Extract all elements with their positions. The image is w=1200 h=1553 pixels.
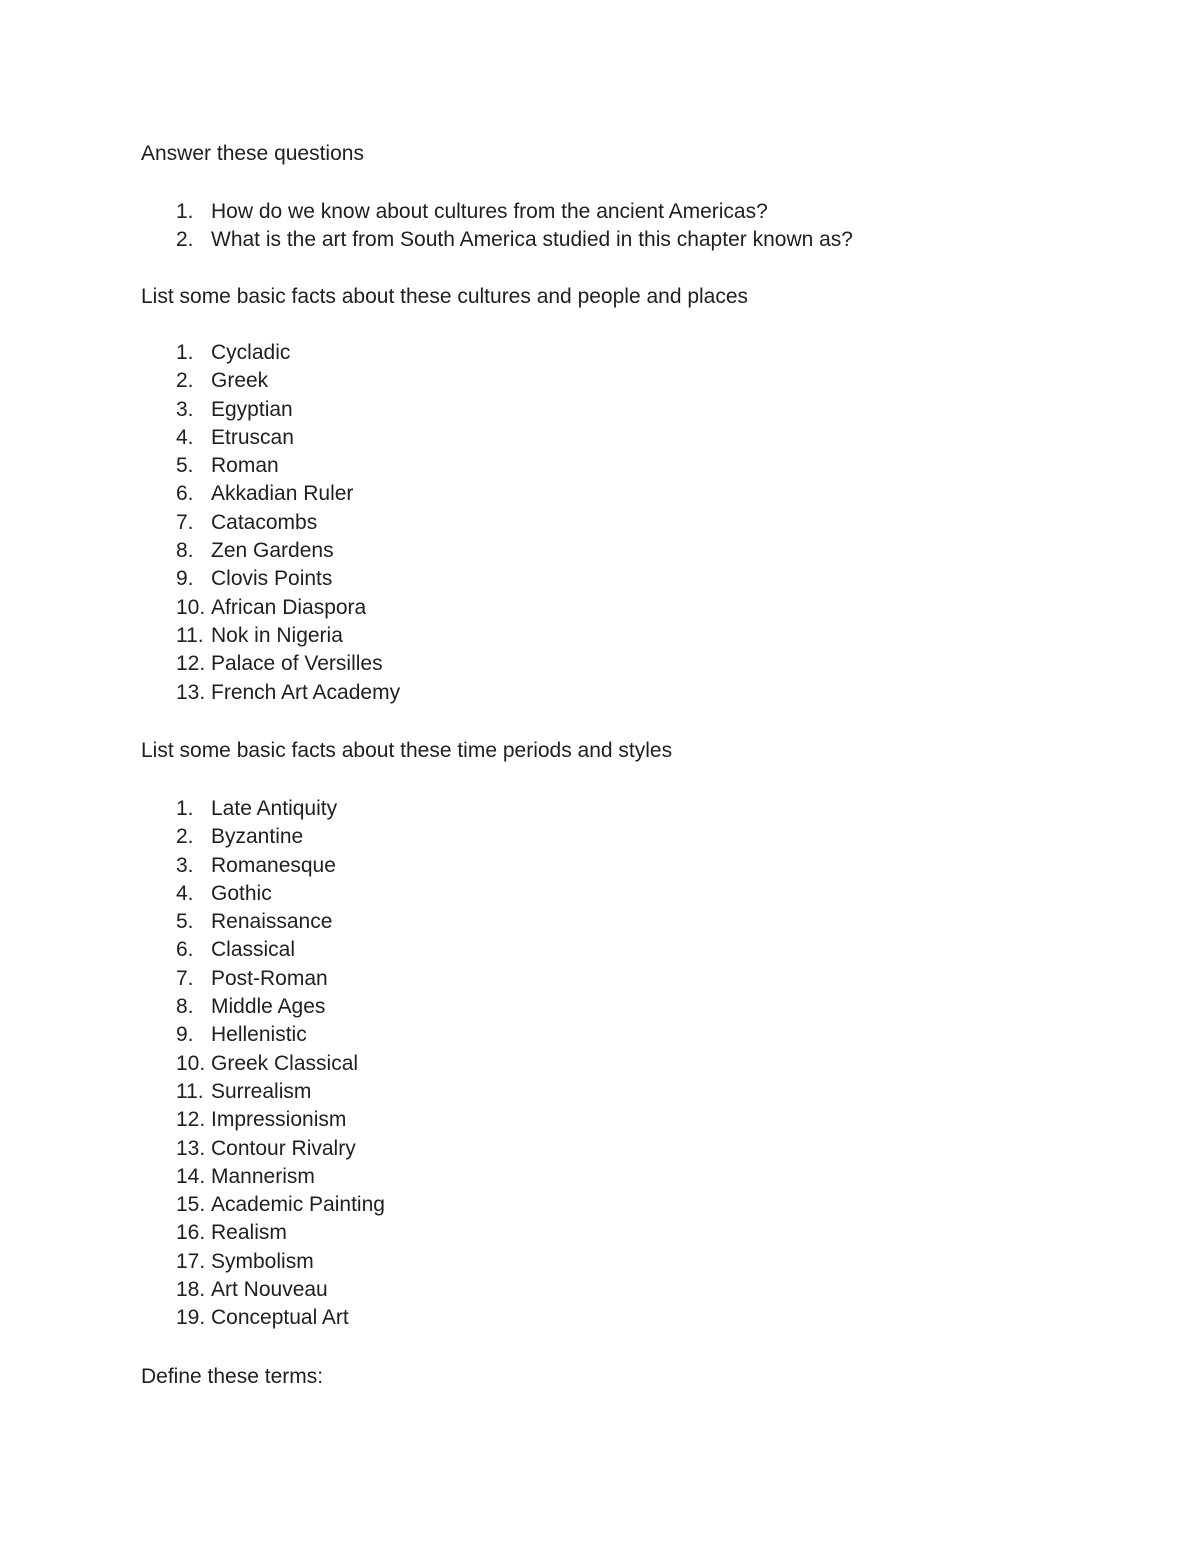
list-item-text: African Diaspora [211,595,367,619]
list-item-text: Roman [211,454,279,478]
list-item-number: 13. [176,1136,206,1160]
list-item-text: French Art Academy [211,680,401,704]
list-item-number: 14. [176,1164,206,1188]
list-item-text: How do we know about cultures from the ancient Americas? [211,200,768,223]
list-item-number: 18. [176,1278,206,1302]
list-item-number: 12. [176,652,206,676]
list-item-number: 11. [176,1079,204,1103]
list-item-text: Symbolism [211,1249,314,1273]
list-item-number: 1. [176,341,194,364]
list-item-text: Middle Ages [211,995,326,1019]
list-item-text: Byzantine [211,825,304,849]
list-item-text: Conceptual Art [211,1306,349,1330]
list-item-number: 5. [176,454,194,478]
list-item-number: 16. [176,1221,206,1245]
list-item-text: Surrealism [211,1079,312,1103]
list-item-text: Academic Painting [211,1193,385,1217]
list-item-text: Renaissance [211,910,333,934]
list-item-number: 19. [176,1306,206,1330]
list-item-number: 10. [176,1051,206,1075]
list-item-number: 10. [176,595,206,619]
list-item-number: 17. [176,1249,206,1273]
list-item-number: 3. [176,397,194,421]
list-item-number: 2. [176,228,194,252]
list-item-text: Greek [211,369,269,393]
list-item-number: 4. [176,425,194,449]
list-item-number: 9. [176,1023,194,1047]
list-item-number: 7. [176,966,194,990]
list-item-number: 13. [176,680,206,704]
list-item-number: 7. [176,510,194,534]
list-item-number: 2. [176,369,194,393]
section-heading-periods: List some basic facts about these time periods and styles [141,739,673,762]
section-heading-terms: Define these terms: [141,1365,324,1388]
list-item-text: Catacombs [211,510,318,534]
list-item-text: Contour Rivalry [211,1136,356,1160]
list-item-text: Late Antiquity [211,797,338,820]
list-item-number: 9. [176,567,194,591]
list-item-text: Impressionism [211,1108,347,1132]
list-item-text: Post-Roman [211,966,328,990]
list-item-text: Realism [211,1221,287,1245]
list-item-text: Mannerism [211,1164,315,1188]
list-item-number: 12. [176,1108,206,1132]
list-item-text: Greek Classical [211,1051,359,1075]
list-item-number: 6. [176,938,194,962]
list-item-text: Zen Gardens [211,539,334,563]
list-item-number: 8. [176,539,194,563]
list-item-text: Gothic [211,881,272,905]
list-item-text: Classical [211,938,296,962]
list-item-number: 4. [176,881,194,905]
list-item-text: Akkadian Ruler [211,482,354,506]
list-item-number: 8. [176,995,194,1019]
list-item-text: Clovis Points [211,567,333,591]
list-item-text: Romanesque [211,853,336,877]
list-item-number: 1. [176,797,194,820]
list-item-text: Art Nouveau [211,1278,328,1302]
list-item-text: What is the art from South America studied in this chapter known as? [211,228,853,252]
list-item-number: 6. [176,482,194,506]
list-item-text: Palace of Versilles [211,652,383,676]
list-item-number: 11. [176,623,204,647]
list-item-number: 15. [176,1193,206,1217]
list-item-text: Egyptian [211,397,293,421]
list-item-number: 5. [176,910,194,934]
list-item-text: Cycladic [211,341,291,364]
list-item-number: 2. [176,825,194,849]
section-heading-questions: Answer these questions [141,142,364,165]
list-item-number: 3. [176,853,194,877]
list-item-text: Etruscan [211,425,294,449]
list-item-number: 1. [176,200,194,223]
list-item-text: Hellenistic [211,1023,307,1047]
section-heading-cultures: List some basic facts about these cultures and people and places [141,285,749,308]
list-item-text: Nok in Nigeria [211,623,343,647]
